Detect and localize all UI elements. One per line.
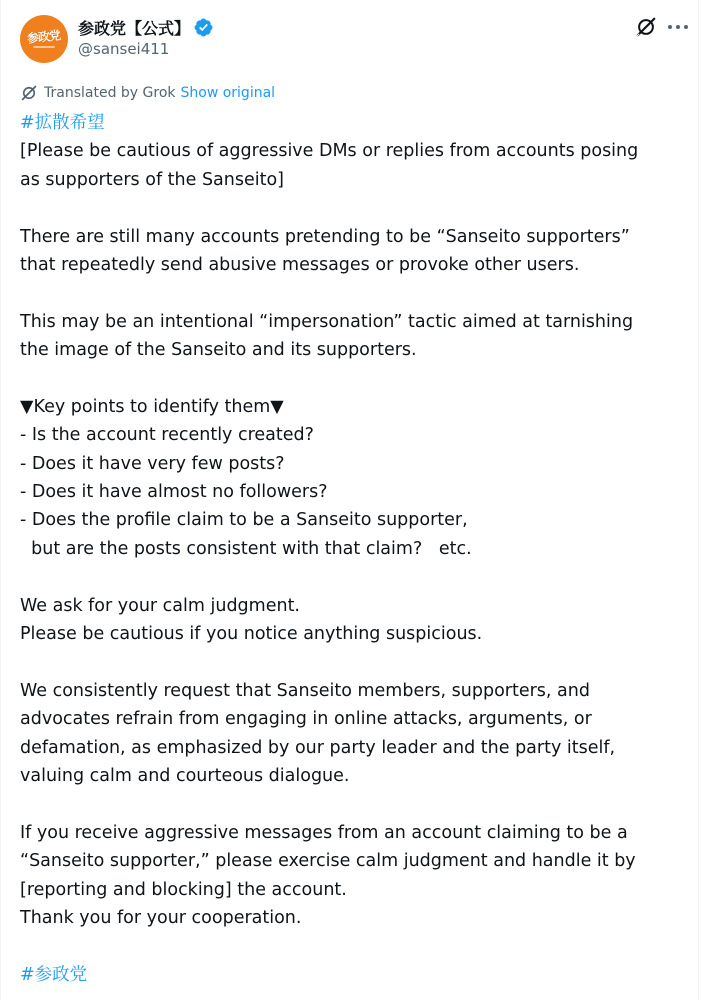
more-dot (676, 25, 680, 29)
text-line: but are the posts consistent with that claim? etc. (20, 538, 472, 559)
grok-icon[interactable] (635, 16, 657, 38)
author-handle[interactable]: @sansei411 (78, 40, 170, 58)
text-line: - Does the profile claim to be a Sanseito supporter, (20, 510, 468, 531)
text-line: This may be an intentional “impersonation” tactic aimed at tarnishing (20, 311, 634, 332)
translation-banner (20, 82, 275, 104)
translated-by-label: Translated by Grok (44, 85, 176, 101)
more-icon[interactable] (668, 18, 688, 36)
avatar-logo-text: 参政党 (26, 27, 62, 46)
text-line: Please be cautious if you notice anything suspicious. (20, 624, 483, 645)
hashtag-sanseito[interactable]: #参政党 (20, 964, 88, 985)
text-line: - Does it have very few posts? (20, 453, 285, 474)
paragraph-gap (20, 194, 685, 222)
text-line: If you receive aggressive messages from an account claiming to be a (20, 822, 628, 843)
text-line: “Sanseito supporter,” please exercise calm judgment and handle it by (20, 851, 636, 872)
paragraph-gap (20, 648, 685, 676)
paragraph-gap (20, 563, 685, 591)
hashtag-kakusan-kibou[interactable]: #拡散希望 (20, 113, 105, 133)
avatar[interactable] (20, 15, 68, 63)
more-dot (668, 25, 672, 29)
author-name-row[interactable] (78, 15, 213, 39)
text-line: ▼Key points to identify them▼ (20, 396, 284, 417)
text-line: defamation, as emphasized by our party leader and the party itself, (20, 737, 616, 758)
more-dot (684, 25, 688, 29)
text-line: There are still many accounts pretending to be “Sanseito supporters” (20, 226, 630, 247)
text-line: that repeatedly send abusive messages or provoke other users. (20, 254, 580, 275)
grok-translate-icon (20, 84, 38, 102)
paragraph-gap (20, 365, 685, 393)
text-line: Thank you for your cooperation. (20, 907, 302, 928)
author-display-name[interactable]: 参政党【公式】 (78, 18, 191, 38)
text-line: - Does it have almost no followers? (20, 482, 328, 503)
text-line: We consistently request that Sanseito members, supporters, and (20, 680, 590, 701)
text-line: We ask for your calm judgment. (20, 595, 300, 616)
text-line: [reporting and blocking] the account. (20, 879, 347, 900)
paragraph-gap (20, 790, 685, 818)
text-line: as supporters of the Sanseito] (20, 169, 285, 190)
paragraph-gap (20, 932, 685, 960)
paragraph-gap (20, 279, 685, 307)
text-line: advocates refrain from engaging in online attacks, arguments, or (20, 709, 592, 730)
show-original-link[interactable]: Show original (180, 85, 276, 101)
avatar-underline (33, 46, 55, 48)
text-line: [Please be cautious of aggressive DMs or replies from accounts posing (20, 141, 639, 162)
text-line: - Is the account recently created? (20, 425, 314, 446)
post-text (20, 109, 685, 989)
text-line: the image of the Sanseito and its supporters. (20, 340, 417, 361)
text-line: valuing calm and courteous dialogue. (20, 765, 350, 786)
verified-badge-icon (194, 18, 213, 37)
